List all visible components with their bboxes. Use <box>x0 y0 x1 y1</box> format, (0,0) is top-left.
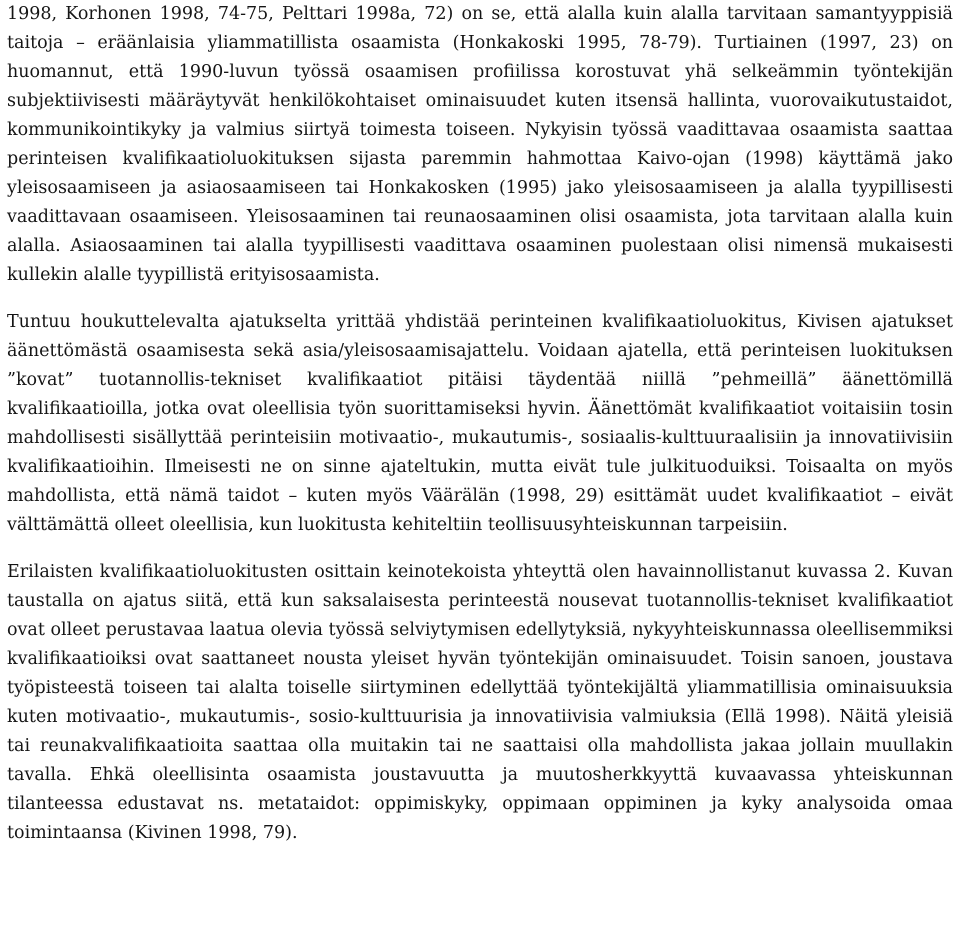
paragraph-3: Erilaisten kvalifikaatioluokitusten osittain keinotekoista yhteyttä olen havainnollistanut kuvassa 2. Kuvan taustalla on ajatus siitä, että kun saksalaisesta perinteestä nousevat tuotannollis-tekniset kvalifikaatiot ovat olleet perustavaa laatua olevia työssä selviytymisen edellytyksiä, nykyyhteiskunnassa oleellisemmiksi kvalifikaatioiksi ovat saattaneet nousta yleiset hyvän työntekijän ominaisuudet. Toisin sanoen, joustava työpisteestä toiseen tai alalta toiselle siirtyminen edellyttää työntekijältä yliammatillisia ominaisuuksia kuten motivaatio-, mukautumis-, sosio-kulttuurisia ja innovatiivisia valmiuksia (Ellä 1998). Näitä yleisiä tai reunakvalifikaatioita saattaa olla muitakin tai ne saattaisi olla mahdollista jakaa jollain muullakin tavalla. Ehkä oleellisinta osaamista joustavuutta ja muutosherkkyyttä kuvaavassa yhteiskunnan tilanteessa edustavat ns. metataidot: oppimiskyky, oppimaan oppiminen ja kyky analysoida omaa toimintaansa (Kivinen 1998, 79). <box>7 562 953 843</box>
paragraph-1: 1998, Korhonen 1998, 74-75, Pelttari 1998a, 72) on se, että alalla kuin alalla tarvitaan samantyyppisiä taitoja – eräänlaisia yliammatillista osaamista (Honkakoski 1995, 78-79). Turtiainen (1997, 23) on huomannut, että 1990-luvun työssä osaamisen profiilissa korostuvat yhä selkeämmin työntekijän subjektiivisesti määräytyvät henkilökohtaiset ominaisuudet kuten itsensä hallinta, vuorovaikutustaidot, kommunikointikyky ja valmius siirtyä toimesta toiseen. Nykyisin työssä vaadittavaa osaamista saattaa perinteisen kvalifikaatioluokituksen sijasta paremmin hahmottaa Kaivo-ojan (1998) käyttämä jako yleisosaamiseen ja asiaosaamiseen tai Honkakosken (1995) jako yleisosaamiseen ja alalla tyypillisesti vaadittavaan osaamiseen. Yleisosaaminen tai reunaosaaminen olisi osaamista, jota tarvitaan alalla kuin alalla. Asiaosaaminen tai alalla tyypillisesti vaadittava osaaminen puolestaan olisi nimensä mukaisesti kullekin alalle tyypillistä erityisosaamista. <box>7 4 953 285</box>
paragraph-2: Tuntuu houkuttelevalta ajatukselta yrittää yhdistää perinteinen kvalifikaatioluokitus, Kivisen ajatukset äänettömästä osaamisesta sekä asia/yleisosaamisajattelu. Voidaan ajatella, että perinteisen luokituksen ”kovat” tuotannollis-tekniset kvalifikaatiot pitäisi täydentää niillä ”pehmeillä” äänettömillä kvalifikaatioilla, jotka ovat oleellisia työn suorittamiseksi hyvin. Äänettömät kvalifikaatiot voitaisiin tosin mahdollisesti sisällyttää perinteisiin motivaatio-, mukautumis-, sosiaalis-kulttuuraalisiin ja innovatiivisiin kvalifikaatioihin. Ilmeisesti ne on sinne ajateltukin, mutta eivät tule julkituoduiksi. Toisaalta on myös mahdollista, että nämä taidot – kuten myös Väärälän (1998, 29) esittämät uudet kvalifikaatiot – eivät välttämättä olleet oleellisia, kun luokitusta kehiteltiin teollisuusyhteiskunnan tarpeisiin. <box>7 312 953 535</box>
document-body <box>7 0 953 848</box>
